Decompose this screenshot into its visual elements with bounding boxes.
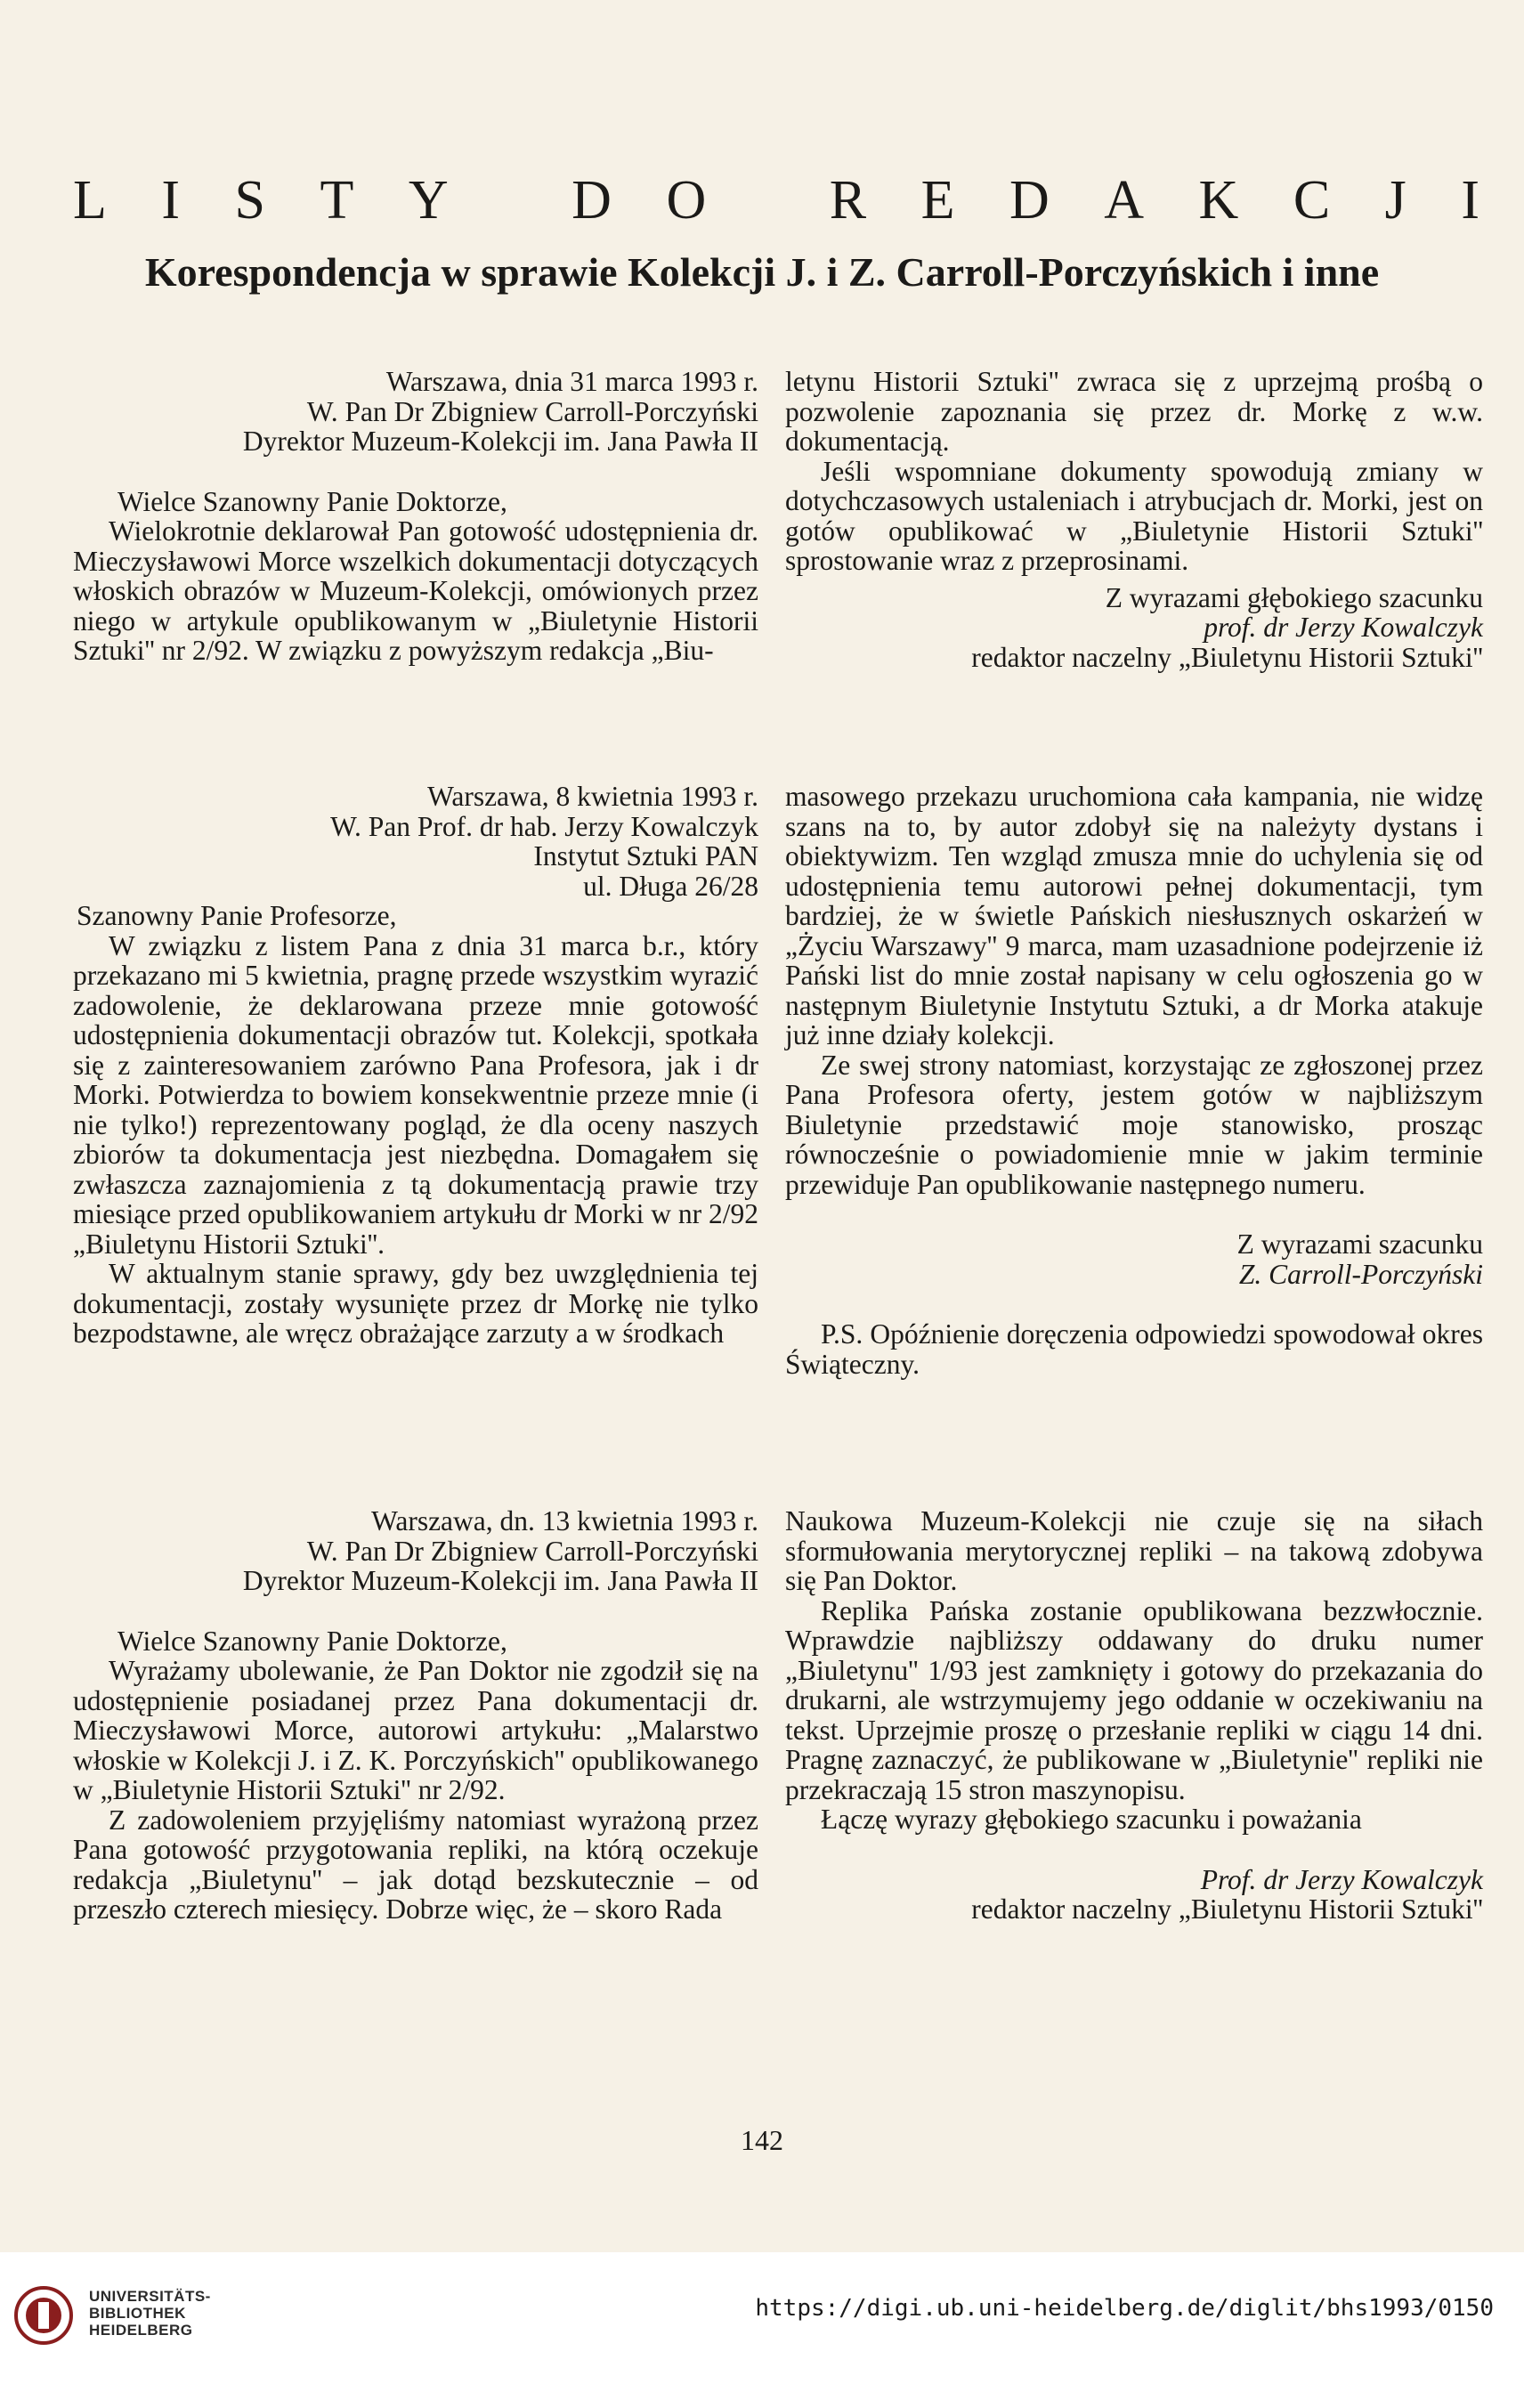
letter1-address-line: W. Pan Dr Zbigniew Carroll-Porczyński — [306, 395, 758, 427]
source-url-link[interactable]: https://digi.ub.uni-heidelberg.de/diglit/bhs1993/0150 — [755, 2295, 1494, 2322]
letter3-body: Z zadowoleniem przyjęliśmy natomiast wyrażoną przez Pana gotowość przygotowania repliki, na którą oczekuje redakcja „Biuletynu'' – jak dotąd bezskutecznie – od przeszło czterech miesięcy. Dobrze więc, że – skoro Rada — [73, 1804, 758, 1925]
header-letter: E — [920, 170, 955, 231]
letter1-signer-title: redaktor naczelny „Biuletynu Historii Sztuki'' — [971, 641, 1483, 673]
letter2-body-cont: Ze swej strony natomiast, korzystając ze zgłoszonej przez Pana Profesora oferty, jestem gotów w najbliższym Biuletynie przedstawić moje stanowisko, prosząc równocześnie o powiadomienie mnie w jakim terminie przewiduje Pan opublikowanie następnego numeru. — [785, 1049, 1483, 1200]
letter2-body-cont: masowego przekazu uruchomiona cała kampania, nie widzę szans na to, by autor zdobył się na należyty dystans i obiektywizm. Ten wzgląd zmusza mnie do uchylenia się od udostępnienia temu autorowi pełnej dokumentacji, tym bardziej, że w świetle Pańskich niesłusznych oskarżeń w „Życiu Warszawy'' 9 marca, mam uzasadnione podejrzenie iż Pański list do mnie został napisany w celu ogłoszenia go w następnym Biuletynie Instytutu Sztuki, a dr Morka atakuje już inne działy kolekcji. — [785, 781, 1483, 1050]
letter2-address-line: ul. Długa 26/28 — [583, 870, 758, 902]
header-letter — [503, 169, 517, 231]
letter1-body-cont: letynu Historii Sztuki'' zwraca się z uprzejmą prośbą o pozwolenie zapoznania się przez dr. Morkę z w.w. dokumentacją. — [785, 366, 1483, 457]
letter3-closing: Łączę wyrazy głębokiego szacunku i poważania — [821, 1804, 1362, 1835]
letter3-body-cont: Naukowa Muzeum-Kolekcji nie czuje się na siłach sformułowania merytorycznej repliki – na takową zdobywa się Pan Doktor. — [785, 1505, 1483, 1596]
header-letter: I — [161, 170, 181, 231]
header-letter — [761, 169, 775, 231]
letter1-signer: prof. dr Jerzy Kowalczyk — [1204, 612, 1483, 643]
article-subtitle: Korespondencja w sprawie Kolekcji J. i Z. Carroll-Porczyńskich i inne — [144, 249, 1380, 295]
header-letter: T — [320, 170, 354, 231]
letter2-closing: Z wyrazami szacunku — [1236, 1228, 1483, 1260]
header-letter: O — [666, 170, 707, 231]
letter1-address-line: Dyrektor Muzeum-Kolekcji im. Jana Pawła II — [242, 426, 758, 457]
letter1-body: Wielokrotnie deklarował Pan gotowość udostępnienia dr. Mieczysławowi Morce wszelkich dokumentacji dotyczących włoskich obrazów w Muzeum-Kolekcji, omówionych przez niego w artykule opublikowanym w „Biuletynie Historii Sztuki'' nr 2/92. W związku z powyższym redakcja „Biu- — [73, 515, 758, 666]
letter1-body-cont: Jeśli wspomniane dokumenty spowodują zmiany w dotychczasowych ustaleniach i atrybucjach dr. Morki, jest on gotów opublikować w „Biuletynie Historii Sztuki'' sprostowanie wraz z przeprosinami. — [785, 455, 1483, 576]
header-letter: K — [1198, 170, 1239, 231]
letter3-body-cont: Replika Pańska zostanie opublikowana bezzwłocznie. Wprawdzie najbliższy oddawany do druku numer „Biuletynu'' 1/93 jest zamknięty i gotowy do przekazania do drukarni, ale wstrzymujemy jego oddanie w oczekiwaniu na tekst. Uprzejmie proszę o przesłanie repliki w ciągu 14 dni. Pragnę zaznaczyć, że publikowane w „Biuletynie'' repliki nie przekraczają 15 stron maszynopisu. — [785, 1594, 1483, 1805]
letter1-closing: Z wyrazami głębokiego szacunku — [1105, 581, 1483, 613]
header-letter: I — [1461, 170, 1479, 231]
header-letter: S — [234, 170, 266, 231]
letter2-postscript: P.S. Opóźnienie doręczenia odpowiedzi spowodował okres Świąteczny. — [785, 1318, 1483, 1380]
letter3-left — [73, 1506, 758, 1925]
letter2-right — [785, 782, 1483, 1379]
header-letter: J — [1384, 170, 1406, 231]
letter3-address-line: Dyrektor Muzeum-Kolekcji im. Jana Pawła II — [242, 1565, 758, 1596]
letter3-salutation: Wielce Szanowny Panie Doktorze, — [118, 1625, 507, 1657]
page-number: 142 — [741, 2124, 783, 2156]
letter3-date: Warszawa, dn. 13 kwietnia 1993 r. — [371, 1505, 758, 1536]
letter3-body: Wyrażamy ubolewanie, że Pan Doktor nie zgodził się na udostępnienie posiadanej przez Pana dokumentacji dr. Mieczysławowi Morce, autorowi artykułu: „Malarstwo włoskie w Kolekcji J. i Z. K. Porczyńskich'' opublikowanego w „Biuletynie Historii Sztuki'' nr 2/92. — [73, 1655, 758, 1805]
letter2-left — [73, 782, 758, 1349]
header-letter: R — [829, 170, 867, 231]
header-letter: D — [1009, 170, 1050, 231]
library-logo-icon — [12, 2284, 75, 2347]
letter2-body: W związku z listem Pana z dnia 31 marca b.r., który przekazano mi 5 kwietnia, pragnę przede wszystkim wyrazić zadowolenie, że deklarowana przeze mnie gotowość udostępnienia dokumentacji obrazów tut. Kolekcji, spotkała się z zainteresowaniem zarówno Pana Profesora, jak i dr Morki. Potwierdza to bowiem konsekwentnie przeze mnie (i nie tylko!) reprezentowany pogląd, że dla oceny naszych zbiorów ta dokumentacja jest niezbędna. Domagałem się zwłaszcza zaznajomienia z tą dokumentacją prawie trzy miesiące przed opublikowaniem artykułu dr Morki w nr 2/92 „Biuletynu Historii Sztuki''. — [73, 929, 758, 1260]
letter2-salutation: Szanowny Panie Profesorze, — [77, 900, 397, 931]
letter2-body: W aktualnym stanie sprawy, gdy bez uwzględnienia tej dokumentacji, zostały wysunięte przez dr Morkę nie tylko bezpodstawne, ale wręcz obrażające zarzuty a w środkach — [73, 1258, 758, 1349]
letter3-signer-title: redaktor naczelny „Biuletynu Historii Sztuki'' — [971, 1893, 1483, 1925]
header-letter: L — [73, 170, 107, 231]
letter2-address-line: W. Pan Prof. dr hab. Jerzy Kowalczyk — [330, 810, 758, 842]
letter3-address-line: W. Pan Dr Zbigniew Carroll-Porczyński — [306, 1535, 758, 1567]
letter1-left — [73, 367, 758, 666]
library-footer — [0, 2252, 1524, 2408]
letter3-right — [785, 1506, 1483, 1925]
letter1-right — [785, 367, 1483, 672]
header-letter: C — [1293, 170, 1331, 231]
letter1-salutation: Wielce Szanowny Panie Doktorze, — [118, 485, 507, 517]
letter1-date: Warszawa, dnia 31 marca 1993 r. — [385, 366, 758, 397]
header-letter: Y — [408, 170, 449, 231]
header-letter: A — [1104, 170, 1145, 231]
header-letter: D — [572, 170, 612, 231]
section-header — [73, 169, 1479, 231]
letter2-signer: Z. Carroll-Porczyński — [1238, 1258, 1483, 1290]
letter2-address-line: Instytut Sztuki PAN — [533, 840, 758, 872]
letter3-signer: Prof. dr Jerzy Kowalczyk — [1200, 1863, 1483, 1895]
library-name: UNIVERSITÄTS- BIBLIOTHEK HEIDELBERG — [89, 2288, 211, 2339]
letter2-date: Warszawa, 8 kwietnia 1993 r. — [427, 781, 758, 812]
